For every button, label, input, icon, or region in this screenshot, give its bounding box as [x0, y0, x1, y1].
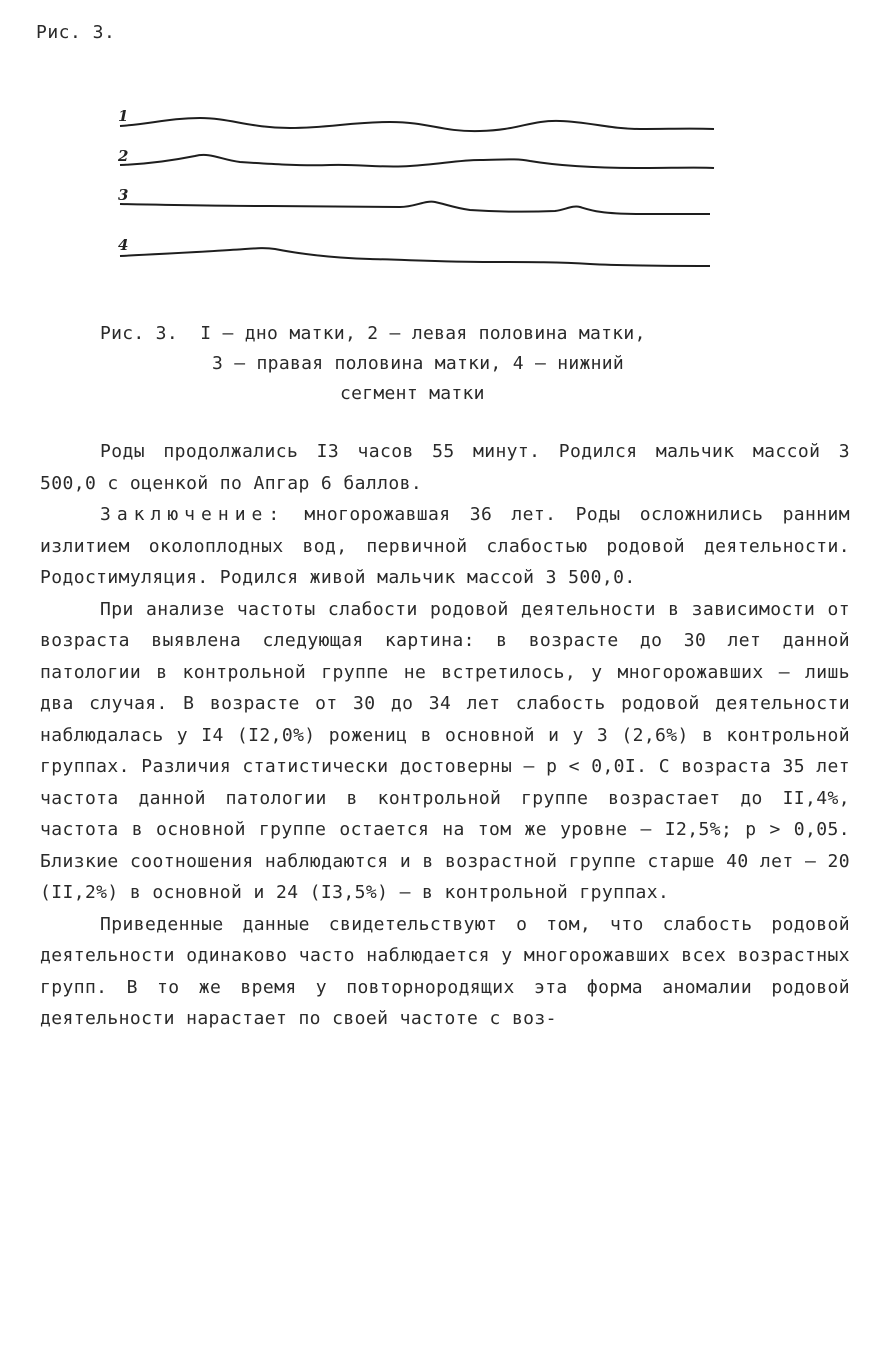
paragraph-delivery: Роды продолжались I3 часов 55 минут. Родился мальчик массой 3 500,0 с оценкой по Апгар 6 баллов. [40, 441, 850, 494]
paragraph-analysis: При анализе частоты слабости родовой деятельности в зависимости от возраста выявлена следующая картина: в возрасте до 30 лет данной патологии в контрольной группе не встретилось, у многорожавших – лишь два случая. В возрасте от 30 до 34 лет слабость родовой деятельности наблюдалась у I4 (I2,0%) рожениц в основной и у 3 (2,6%) в контрольной группах. Различия статистически достоверны – p < 0,0I. С возраста 35 лет частота данной патологии в контрольной группе возрастает до II,4%, частота в основной группе остается на том же уровне – I2,5%; p > 0,05. Близкие соотношения наблюдаются и в возрастной группе старше 40 лет – 20 (II,2%) в основной и 24 (I3,5%) – в контрольной группах. [40, 598, 850, 903]
trace-number-2: 2 [118, 147, 129, 165]
trace-line-2 [120, 155, 714, 168]
trace-line-3 [120, 202, 710, 214]
conclusion-text: многорожавшая 36 лет. Роды осложнились ранним излитием околоплодных вод, первичной слабостью родовой деятельности. Родостимуляция. Родился живой мальчик массой 3 500,0. [40, 504, 850, 588]
caption-line-1: Рис. 3. I – дно матки, 2 – левая половина матки, [100, 323, 646, 344]
figure-label: Рис. 3. [36, 22, 116, 43]
caption-line-2: 3 – правая половина матки, 4 – нижний [212, 353, 625, 374]
trace-line-4 [120, 248, 710, 266]
paragraph-conclusion [40, 499, 850, 594]
trace-number-1: 1 [118, 107, 129, 125]
trace-number-3: 3 [118, 186, 129, 204]
trace-line-1 [120, 118, 714, 131]
caption-line-3: сегмент матки [340, 383, 485, 404]
uterine-activity-traces [0, 0, 884, 300]
body-text [40, 436, 850, 1035]
paragraph-findings: Приведенные данные свидетельствуют о том, что слабость родовой деятельности одинаково часто наблюдается у многорожавших всех возрастных групп. В то же время у повторнородящих эта форма аномалии родовой деятельности нарастает по своей частоте с воз- [40, 913, 850, 1029]
conclusion-heading: Заключение: [100, 504, 286, 525]
trace-number-4: 4 [118, 236, 129, 254]
